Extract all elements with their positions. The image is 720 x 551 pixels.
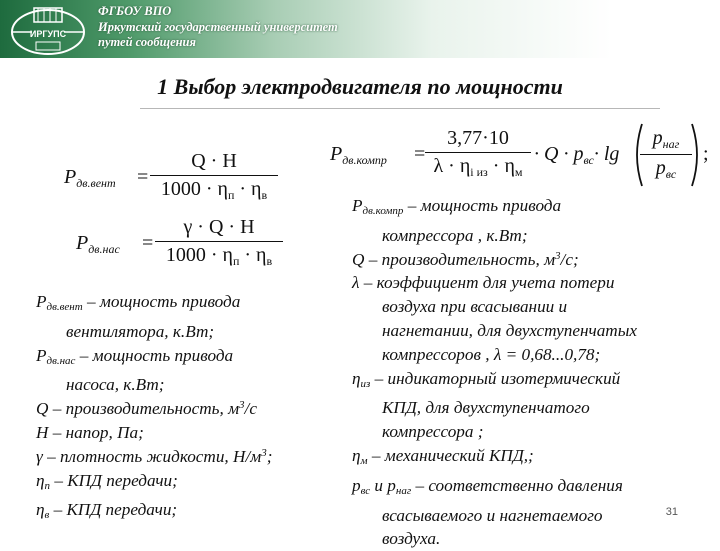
formula-kompr-denominator: $\lambda \cdot \eta_{i из} \cdot \eta_м$ <box>433 155 523 179</box>
formula-kompr-numerator: 3,77·10 <box>425 127 531 153</box>
formula-kompr-semicolon: ; <box>703 143 709 165</box>
org-line-1: ФГБОУ ВПО <box>98 4 172 18</box>
def-row: воздуха при всасывании и <box>382 297 568 317</box>
formula-kompr-fraction <box>425 127 531 180</box>
pressure-ratio-denominator: $p_{вс}$ <box>655 157 677 181</box>
organization-name <box>98 4 338 51</box>
formula-vent-equals: = <box>137 166 149 188</box>
formula-vent-lhs: $P_{дв.вент}$ <box>64 166 116 190</box>
university-logo <box>8 4 88 56</box>
def-row: Q – производительность, $м^3/с$; <box>352 249 579 269</box>
def-row: насоса, к.Вт; <box>66 375 165 395</box>
formula-nas-fraction <box>155 216 283 269</box>
right-paren <box>690 122 702 188</box>
page-number: 31 <box>665 506 678 518</box>
logo-text: ИРГУПС <box>29 29 67 39</box>
def-row: $\eta_{из}$ – индикаторный изотермический <box>352 368 621 390</box>
title-divider <box>140 108 660 109</box>
def-row: $p_{вс}$ и $p_{наг}$ – соответственно давления <box>352 475 623 497</box>
org-line-3: путей сообщения <box>98 35 196 49</box>
def-row: $\eta_в$ – КПД передачи; <box>36 500 178 522</box>
def-row: $\eta_п$ – КПД передачи; <box>36 470 178 492</box>
def-row: компрессора , к.Вт; <box>382 225 528 245</box>
def-row: $P_{дв.вент}$ – мощность привода <box>36 292 241 313</box>
formula-vent-numerator: Q · H <box>150 150 278 176</box>
org-line-2: Иркутский государственный университет <box>98 19 338 34</box>
def-row: $P_{дв.нас}$ – мощность привода <box>36 345 234 367</box>
right-definitions <box>352 194 637 551</box>
formula-vent-fraction <box>150 150 278 203</box>
left-definitions <box>36 290 272 528</box>
def-row: $P_{дв.компр}$ – мощность привода <box>352 196 562 217</box>
slide-title: 1 Выбор электродвигателя по мощности <box>157 74 563 99</box>
formula-kompr-middle: · $Q \cdot p_{вс}\cdot \lg$ <box>534 143 620 167</box>
def-row: вентилятора, к.Вт; <box>66 321 215 341</box>
def-row: $\eta_м$ – механический КПД,; <box>352 445 534 467</box>
def-row: компрессоров , λ = 0,68...0,78; <box>382 344 601 364</box>
def-row: γ – плотность жидкости, $Н/м^3$; <box>36 446 273 466</box>
formula-kompr-pressure-ratio <box>640 127 692 182</box>
formula-nas-lhs: $P_{дв.нас}$ <box>76 232 120 256</box>
def-row: нагнетании, для двухступенчатых <box>382 320 637 340</box>
def-row: воздуха. <box>382 529 441 549</box>
formula-kompr-lhs: $P_{дв.компр}$ <box>330 143 387 167</box>
def-row: λ – коэффициент для учета потери <box>352 273 615 293</box>
formula-nas-numerator: γ · Q · H <box>155 216 283 242</box>
pressure-ratio-numerator: $p_{наг}$ <box>640 127 692 155</box>
def-row: КПД, для двухступенчатого <box>382 398 590 418</box>
formula-nas-equals: = <box>142 232 154 254</box>
def-row: всасываемого и нагнетаемого <box>382 505 603 525</box>
formula-vent-denominator: $1000 \cdot \eta_п \cdot \eta_в$ <box>160 178 268 202</box>
formula-kompr-equals: = <box>414 143 426 165</box>
def-row: компрессора ; <box>382 422 484 442</box>
formula-nas-denominator: $1000 \cdot \eta_п \cdot \eta_в$ <box>165 244 273 268</box>
def-row: H – напор, Па; <box>36 422 144 442</box>
def-row: Q – производительность, $м^3/с$ <box>36 399 257 419</box>
